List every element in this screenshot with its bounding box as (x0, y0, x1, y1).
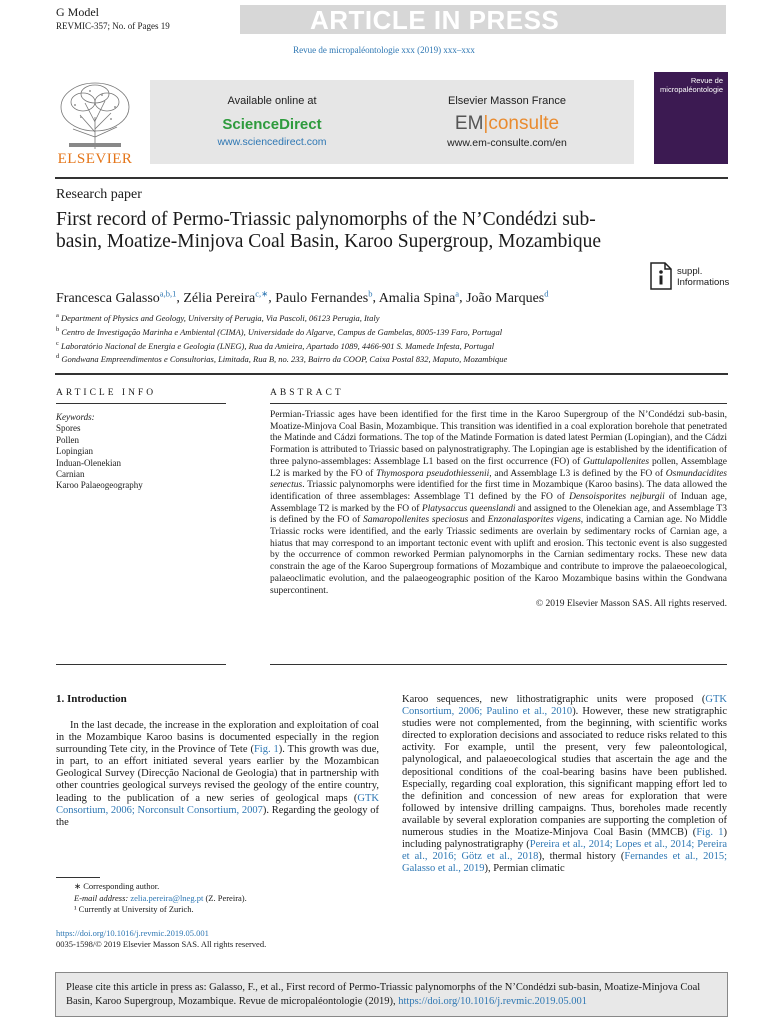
keyword: Carnian (56, 469, 85, 480)
affiliations (56, 310, 726, 365)
em-logo-sep: | (483, 113, 489, 134)
figure-link[interactable]: Fig. 1 (253, 744, 279, 756)
abstract-rule (270, 403, 727, 404)
citation-text: Please cite this article in press as: Galasso, F., et al., First record of Permo-Triassic palynomorphs of the N’Condédzi sub-basin, Moatize-Minjova Coal Basin, Karoo Supergroup, Mozambique. Revue de micropaléontologie (2019), (66, 982, 701, 1007)
keyword: Lopingian (56, 446, 93, 457)
intro-left-column: In the last decade, the increase in the exploration and exploitation of coal in the Mozambique Karoo basins is documented especially in the region surrounding Tete city, in the Province of Tete (Fig. 1). This growth was due, in part, to an effort initiated several years earlier by the Mozambican Geological Survey (Direcção Nacional de Geologia) that in partnership with other countries geological surveys revised the geology of the entire country, leading to the publication of a new series of geological maps (GTK Consortium, 2006; Norconsult Consortium, 2007). Regarding the geology of the (56, 720, 379, 828)
article-info-bottom-rule (56, 664, 226, 665)
email-link[interactable]: zelia.pereira@lneg.pt (130, 892, 204, 903)
sciencedirect-url[interactable]: www.sciencedirect.com (217, 136, 327, 148)
footnotes (56, 881, 379, 916)
introduction-heading: 1. Introduction (56, 693, 127, 705)
abstract-bottom-rule (270, 664, 727, 665)
citation-box (55, 972, 728, 1017)
em-logo-em: EM (454, 113, 484, 134)
author-list: Francesca Galasso$^{a,b,1}$, Zélia Pereira$^{c,∗}$, Paulo Fernandes$^b$, Amalia Spina$^a$, João Marques$^d$ (56, 288, 549, 306)
article-info-heading: ARTICLE INFO (56, 388, 157, 398)
sciencedirect-logo[interactable]: ScienceDirect (222, 116, 322, 133)
g-model-label (56, 5, 170, 33)
em-publisher: Elsevier Masson France (448, 95, 566, 107)
affiliation: $^d$ Gondwana Empreendimentos e Consultorias, Limitada, Rua B, no. 233, Bairro da COOP, Caixa Postal 832, Maputo, Mozambique (56, 353, 508, 365)
doi-link[interactable]: https://doi.org/10.1016/j.revmic.2019.05.001 (56, 928, 209, 938)
cover-title (659, 76, 723, 94)
author-affil-sup[interactable]: b (368, 288, 373, 298)
issn-line: 0035-1598/© 2019 Elsevier Masson SAS. All rights reserved. (56, 939, 267, 950)
reference-link[interactable]: Pereira et al., 2014; Lopes et al., 2014; Pereira et al., 2016; Götz et al., 2018 (402, 839, 727, 863)
keyword: Karoo Palaeogeography (56, 480, 143, 491)
author[interactable]: Paulo Fernandes$^b$ (275, 288, 373, 306)
abstract-heading: ABSTRACT (270, 388, 344, 398)
keyword: Induan-Olenekian (56, 457, 121, 468)
suppl-line2: Informations (677, 277, 730, 288)
author[interactable]: Zélia Pereira$^{c,∗}$ (183, 288, 269, 306)
supplementary-info-link[interactable] (650, 262, 730, 294)
keywords-label: Keywords: (56, 412, 95, 422)
intro-right-column: Karoo sequences, new lithostratigraphic units were proposed (GTK Consortium, 2006; Paulino et al., 2010). However, these new stratigraphic studies were not complemented, from the beginning, with scientific works directed to exploration decisions and associated to reduce risks related to this activity. For example, until the present, very few paleontological, palynological, and palaeoecological studies that ascertain the age and the depositional conditions of the coal-bearing basins have been published. Especially, regarding coal exploration, this significant mapping effort led to the definition and concession of new areas for exploration that were followed by intensive drilling campaigns. Thus, boreholes made recently available by several exploration companies are supporting the completion of numerous studies in the Moatize-Minjova Coal Basin (MMCB) (Fig. 1) including palynostratigraphy (Pereira et al., 2014; Lopes et al., 2014; Pereira et al., 2016; Götz et al., 2018), thermal history (Fernandes et al., 2015; Galasso et al., 2019), Permian climatic (402, 694, 727, 875)
reference-link[interactable]: GTK Consortium, 2006; Norconsult Consortium, 2007 (56, 792, 379, 816)
author-affil-sup[interactable]: d (544, 288, 549, 298)
info-document-icon (650, 262, 672, 290)
corresponding-note: ∗ Corresponding author. (74, 881, 160, 891)
citation-doi-link[interactable]: https://doi.org/10.1016/j.revmic.2019.05.001 (398, 996, 588, 1007)
author[interactable]: João Marques$^d$ (466, 288, 549, 306)
suppl-line1: suppl. (677, 266, 703, 277)
author[interactable]: Francesca Galasso$^{a,b,1}$ (56, 288, 177, 306)
keywords (56, 412, 143, 492)
footnote-rule (56, 877, 100, 878)
affiliation-rule (55, 373, 728, 375)
cover-title-line1: Revue de (690, 76, 723, 85)
author-affil-sup[interactable]: a (455, 288, 460, 298)
affiliation: $^c$ Laboratório Nacional de Energia e Geologia (LNEG), Rua da Amieira, Apartado 1089, 4466-901 S. Mamede Infesta, Portugal (56, 339, 495, 351)
em-consulte-logo[interactable] (428, 113, 586, 135)
figure-link[interactable]: Fig. 1 (696, 827, 724, 839)
author-affil-sup[interactable]: a,b,1 (159, 288, 177, 298)
header-rule (55, 177, 728, 179)
em-url[interactable]: www.em-consulte.com/en (447, 137, 567, 149)
email-note: E-mail address: zelia.pereira@lneg.pt (Z. Pereira). (74, 892, 247, 903)
journal-line[interactable]: Revue de micropaléontologie xxx (2019) xxx–xxx (293, 45, 475, 55)
em-consulte-block (428, 95, 586, 149)
author-affil-sup[interactable]: c,∗ (255, 288, 269, 298)
banner-text: ARTICLE IN PRESS (310, 5, 560, 35)
g-model: G Model (56, 5, 99, 19)
affiliation: $^a$ Department of Physics and Geology, University of Perugia, Via Pascoli, 06123 Perugia, Italy (56, 312, 380, 323)
keyword: Pollen (56, 434, 80, 445)
reference-link[interactable]: Fernandes et al., 2015; Galasso et al., 2019 (402, 851, 727, 875)
reference-link[interactable]: GTK Consortium, 2006; Paulino et al., 2010 (402, 694, 727, 718)
keyword: Spores (56, 423, 81, 434)
footnote-1: ¹ Currently at University of Zurich. (74, 904, 194, 914)
abstract-text: Permian-Triassic ages have been identified for the first time in the Karoo Supergroup of the N’Condédzi sub-basin, Moatize-Minjova Coal Basin, Mozambique. This transition was identified in a coal exploration borehole that penetrated the Matinde and Cádzi formations. The top of the Matinde Formation is dated latest Permian (Lopingian), and the Cádzi Formation is attributed to Triassic based on palynostratigraphy. The Lopingian age is established by the identification of three palyno-assemblages: Assemblage L1 based on the first occurrence (FO) of Guttulapollenites pollen, Assemblage L2 is marked by the FO of Thymospora pseudothiessenii, and Assemblage L3 is defined by the FO of Osmundacidites senectus. Triassic palynomorphs were identified for the first time in Mozambique (Karoo basins). The data allowed the identification of three assemblages: Assemblage T1 defined by the FO of Densoisporites nejburgii of Induan age, Assemblage T2 is marked by the FO of Platysaccus queenslandi and assigned to the Olenekian age, and Assemblage T3 is defined by the FO of Samaropollenites speciosus and Enzonalasporites vigens, indicating a Carnian age. No Middle Triassic rocks were identified, and the early Triassic sediments are overlain by sedimentary rocks of Carnian age, a hiatus that may correspond to an important tectonic event with uplift and erosion. This tectonic event is also suggested by the occurrence of common reworked Permian palynomorphs in the Carnian sedimentary rocks. These new data constrain the age of the Karoo Supergroup formations of Mozambique and contribute to improve the palaeoecological, palaeoclimatic evolution, and the palaeogeographic position of the Karoo Mozambique basins within the Gondwana supercontinent. © 2019 Elsevier Masson SAS. All rights reserved. (270, 410, 728, 610)
article-in-press-banner (240, 5, 726, 34)
elsevier-wordmark: ELSEVIER (57, 151, 133, 167)
doi-block (56, 928, 266, 951)
cover-title-line2: micropaléontologie (660, 85, 723, 94)
available-online: Available online at (227, 95, 317, 107)
article-type: Research paper (56, 187, 142, 202)
sciencedirect-block (190, 95, 354, 148)
journal-cover[interactable] (654, 72, 728, 164)
abstract-copyright: © 2019 Elsevier Masson SAS. All rights reserved. (535, 599, 727, 610)
em-logo-consulte: consulte (488, 113, 560, 134)
suppl-label (677, 266, 729, 288)
article-title: First record of Permo-Triassic palynomorphs of the N’Condédzi sub-basin, Moatize-Minjova Coal Basin, Karoo Supergroup, Mozambique (56, 209, 602, 252)
author[interactable]: Amalia Spina$^a$ (378, 288, 460, 306)
ref-line: REVMIC-357; No. of Pages 19 (56, 21, 170, 31)
article-info-rule (56, 403, 226, 404)
affiliation: $^b$ Centro de Investigação Marinha e Ambiental (CIMA), Universidade do Algarve, Campus de Gambelas, 8005-139 Faro, Portugal (56, 325, 503, 337)
